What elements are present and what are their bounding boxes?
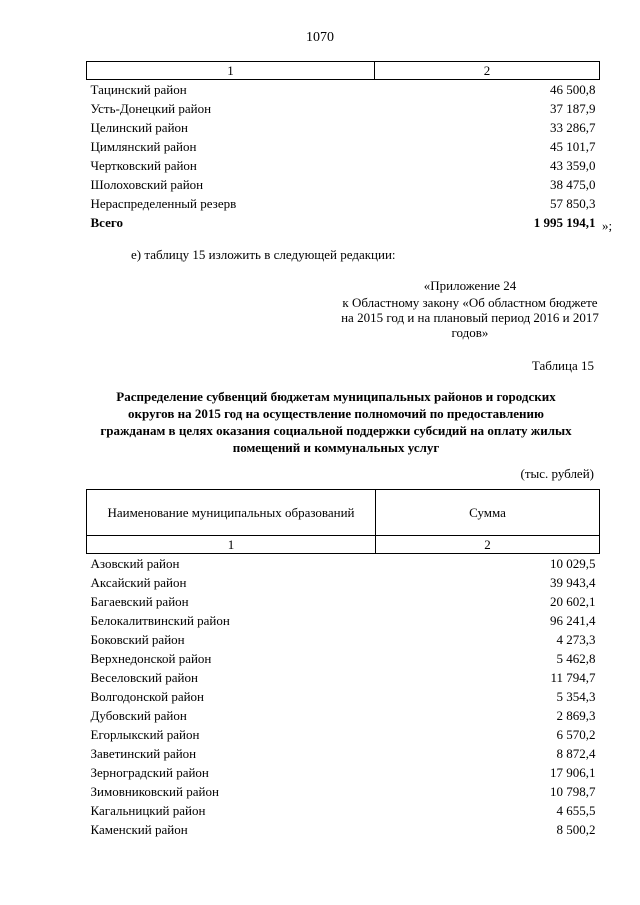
table-row xyxy=(87,137,600,156)
amount-value: 45 101,7 xyxy=(550,139,596,154)
amount-value: 10 029,5 xyxy=(550,556,596,571)
municipality-name: Усть-Донецкий район xyxy=(90,101,212,116)
table-row xyxy=(87,156,600,175)
amount-value: 33 286,7 xyxy=(550,120,596,135)
municipality-name: Каменский район xyxy=(90,822,188,837)
table-row xyxy=(87,611,600,630)
municipality-name: Чертковский район xyxy=(90,158,197,173)
column-number-1: 1 xyxy=(87,536,376,554)
municipality-name: Аксайский район xyxy=(90,575,187,590)
amount-value: 8 500,2 xyxy=(556,822,596,837)
table-2-number-row xyxy=(87,536,600,554)
table-row xyxy=(87,573,600,592)
municipality-name: Цимлянский район xyxy=(90,139,197,154)
table-row xyxy=(87,763,600,782)
municipality-name: Волгодонской район xyxy=(90,689,205,704)
table-row xyxy=(87,592,600,611)
amount-value: 8 872,4 xyxy=(556,746,596,761)
municipality-name: Целинский район xyxy=(90,120,188,135)
amount-value: 96 241,4 xyxy=(550,613,596,628)
table-row xyxy=(87,687,600,706)
table-title: Распределение субвенций бюджетам муниципальных районов и городских округов на 2015 год на осуществление полномочий по предоставлению гражданам в целях оказания социальной поддержки субсидий на оплату жилых помещений и коммунальных услуг xyxy=(100,389,572,455)
municipality-name: Зимовниковский район xyxy=(90,784,219,799)
table-row xyxy=(87,194,600,213)
table-row xyxy=(87,554,600,574)
table-row xyxy=(87,649,600,668)
municipality-name: Белокалитвинский район xyxy=(90,613,230,628)
municipality-name: Верхнедонской район xyxy=(90,651,212,666)
municipality-name: Зерноградский район xyxy=(90,765,209,780)
column-number-2: 2 xyxy=(375,62,600,80)
amount-value: 38 475,0 xyxy=(550,177,596,192)
amount-value: 46 500,8 xyxy=(550,82,596,97)
municipality-name: Азовский район xyxy=(90,556,180,571)
header-amount: Сумма xyxy=(376,490,600,536)
table-label: Таблица 15 xyxy=(531,358,594,373)
amount-value: 6 570,2 xyxy=(556,727,596,742)
total-suffix: »; xyxy=(602,218,613,233)
amount-value: 43 359,0 xyxy=(550,158,596,173)
table-row xyxy=(87,175,600,194)
amount-value: 5 462,8 xyxy=(556,651,596,666)
amount-value: 37 187,9 xyxy=(550,101,596,116)
table-row xyxy=(87,801,600,820)
table-1-header-row xyxy=(87,62,600,80)
table-row xyxy=(87,782,600,801)
instruction-text: е) таблицу 15 изложить в следующей редакции: xyxy=(131,247,396,262)
amount-value: 11 794,7 xyxy=(550,670,596,685)
table-row xyxy=(87,80,600,100)
amount-value: 1 995 194,1 xyxy=(533,215,596,230)
municipality-name: Егорлыкский район xyxy=(90,727,200,742)
amount-value: 17 906,1 xyxy=(550,765,596,780)
amount-value: 2 869,3 xyxy=(556,708,596,723)
municipality-name: Багаевский район xyxy=(90,594,189,609)
table-2-header-row xyxy=(87,490,600,536)
appendix-reference xyxy=(335,278,605,340)
appendix-text: к Областному закону «Об областном бюджете на 2015 год и на плановый период 2016 и 2017 годов» xyxy=(341,295,599,340)
table-row xyxy=(87,668,600,687)
municipality-name: Тацинский район xyxy=(90,82,187,97)
amount-value: 5 354,3 xyxy=(556,689,596,704)
amount-value: 20 602,1 xyxy=(550,594,596,609)
municipality-name: Кагальницкий район xyxy=(90,803,206,818)
table-row xyxy=(87,725,600,744)
municipality-name: Дубовский район xyxy=(90,708,187,723)
amount-value: 39 943,4 xyxy=(550,575,596,590)
column-number-2: 2 xyxy=(376,536,600,554)
units-label: (тыс. рублей) xyxy=(520,466,594,481)
amount-value: 4 655,5 xyxy=(556,803,596,818)
amount-value: 57 850,3 xyxy=(550,196,596,211)
page-number: 1070 xyxy=(306,30,334,45)
column-number-1: 1 xyxy=(87,62,375,80)
appendix-number: «Приложение 24 xyxy=(423,278,517,293)
table-row xyxy=(87,99,600,118)
table-row xyxy=(87,118,600,137)
table-row xyxy=(87,630,600,649)
table-1 xyxy=(86,61,600,232)
table-row xyxy=(87,706,600,725)
amount-value: 10 798,7 xyxy=(550,784,596,799)
table-row xyxy=(87,820,600,839)
municipality-name: Нераспределенный резерв xyxy=(90,196,237,211)
municipality-name: Веселовский район xyxy=(90,670,198,685)
municipality-name: Заветинский район xyxy=(90,746,197,761)
municipality-name: Шолоховский район xyxy=(90,177,204,192)
header-municipality: Наименование муниципальных образований xyxy=(87,490,376,536)
municipality-name: Боковский район xyxy=(90,632,185,647)
table-2 xyxy=(86,489,600,839)
total-row xyxy=(87,213,600,232)
municipality-name: Всего xyxy=(90,215,123,230)
amount-value: 4 273,3 xyxy=(556,632,596,647)
table-row xyxy=(87,744,600,763)
